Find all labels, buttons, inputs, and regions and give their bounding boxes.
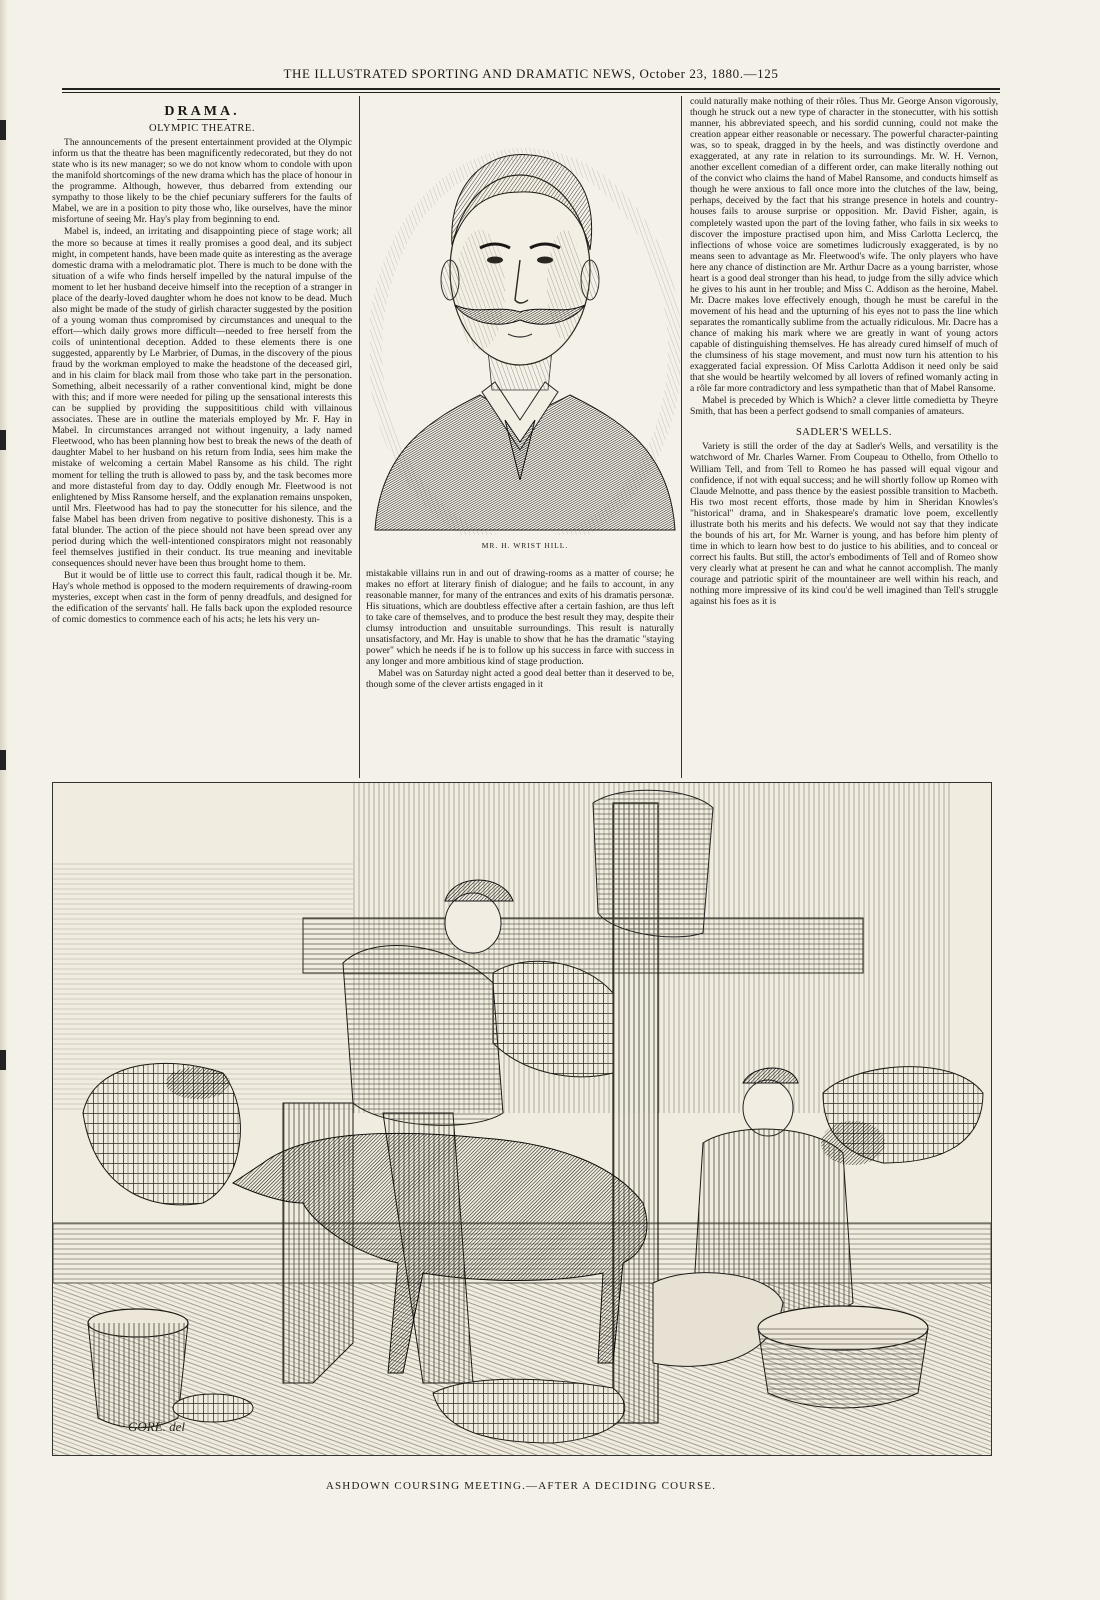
subheading-olympic: OLYMPIC THEATRE. xyxy=(149,123,255,135)
article-paragraph: could naturally make nothing of their rôles. Thus Mr. George Anson vigorously, though he struck out a new type of character in the stonecutter, with his sottish manner, his abbreviated speech, and his sordid cunning, could not make the creation appear either reasonable or necessary. The powerful character-painting was, so to speak, dragged in by the heels, and was distinctly overdone and exaggerated, at any rate in relation to its surroundings. Mr. W. H. Vernon, another excellent comedian of a different order, can make literally nothing out of the convict who claims the hand of Mabel Ransome, and conducts himself as though he were anxious to fall once more into the clutches of the law, being, perhaps, deceived by the fact that his strange presence in hotels and country-houses fails to arouse surprise or opposition. Mr. David Fisher, again, is completely wasted upon the part of the loving father, who fails in six weeks to discover the imposture practised upon him, and Miss Carlotta Leclercq, the inflections of whose voice are sometimes ludicrously exaggerated, is by no means seen to advantage as Mr. Fleetwood's wife. The only players who have here any chance of distinction are Mr. Arthur Dacre as a young barrister, whose heart is a good deal stronger than his head, to judge from the silly advice which he gives to his aunt in her trouble; and Miss C. Addison as the heroine, Mabel. Mr. Dacre makes love effectively enough, though he must be careful in the movement of his head and the upturning of his eyes not to pass the line which separates the romantically sublime from the actually ridiculous. Mr. Dacre has a chance of making his mark where we are greatly in want of young actors capable of distinguishing themselves. He has already cured himself of much of the clumsiness of his stage movement, and must now turn his attention to his exaggerated facial expression. Of Miss Carlotta Addison it need only be said that she would be heartily welcomed by all lovers of refined womanly acting in a rôle far more contradictory and less sympathetic than that of Mabel Ransome. xyxy=(690,96,998,395)
masthead: THE ILLUSTRATED SPORTING AND DRAMATIC NEWS, October 23, 1880.—125 xyxy=(283,66,779,81)
edge-mark xyxy=(0,750,6,770)
middle-column xyxy=(366,568,674,780)
masthead-rule-thin xyxy=(62,92,1000,93)
article-paragraph: Variety is still the order of the day at Sadler's Wells, and versatility is the watchword of Mr. Charles Warner. From Coupeau to Othello, from Othello to William Tell, and from Tell to Romeo he has passed will equal vigour and confidence, if not with equal success; and he will shortly follow up Romeo with Claude Melnotte, and pass thence by the easiest possible transition to Macbeth. His two most recent efforts, those made by him in Sheridan Knowles's "historical" drama, and in Shakespeare's dramatic love poem, excellently illustrate both his merits and his defects. We would not say that they indicate the bounds of his art, for Mr. Warner is young, and has before him plenty of time in which to learn how best to do justice to his abilities, and to conceal or correct his faults. But still, the actor's embodiments of Tell and of Romeo show very clearly what at present he can and what he cannot accomplish. The manly courage and patriotic spirit of the mountaineer are well within his reach, and nothing more impressive of its kind cou'd be well imagined than Tell's struggle against his foes as it is xyxy=(690,441,998,608)
engraver-signature: GORE. del xyxy=(128,1419,186,1434)
engraving-caption: ASHDOWN COURSING MEETING.—AFTER A DECIDING COURSE. xyxy=(325,1480,717,1492)
article-paragraph: The announcements of the present entertainment provided at the Olympic inform us that the theatre has been magnificently redecorated, but they do not state who is its new manager; so we do not know whom to condole with upon the manifold shortcomings of the new drama which has the place of honour in the programme. Although, however, thus debarred from extending our sympathy to those likely to be the chief pecuniary sufferers for the faults of Mabel, we are in a position to pity those who, like ourselves, have the minor misfortune of seeing Mr. Hay's play from beginning to end. xyxy=(52,137,352,226)
engraving-illustration xyxy=(53,783,991,1455)
section-heading: DRAMA. xyxy=(164,104,240,119)
article-paragraph: Mabel was on Saturday night acted a good deal better than it deserved to be, though some of the clever artists engaged in it xyxy=(366,668,674,691)
masthead-rule xyxy=(62,88,1000,90)
right-column xyxy=(690,96,998,780)
edge-mark xyxy=(0,430,6,450)
coursing-engraving xyxy=(52,782,992,1456)
article-paragraph: Mabel is, indeed, an irritating and disappointing piece of stage work; all the more so because at times it really promises a good deal, and its subject might, in competent hands, have been made quite as interesting as the average domestic drama with a melodramatic plot. There is much to be done with the situation of a wife who finds herself impelled by the natural impulse of the moment to let her husband deceive himself into the reception of a stranger in place of the dearly-loved daughter whom he does not know to be dead. Much also might be made of the study of girlish character suggested by the position of a young woman thus compromised by circumstances and unequal to the effort—which daily grows more difficult—needed to free herself from the coils of unintentional deception. Added to these elements there is one suggested, apparently by Le Marbrier, of Dumas, in the discovery of the pious fraud by the workman employed to make the headstone of the deceased girl, and in his claim for black mail from those who take part in the personation. Something, albeit necessarily of a rather conventional kind, might be done with this; and if more were needed for piling up the sensational interests this can be supplied by providing the supposititious child with villainous associates. These are in outline the materials employed by Mr. F. Hay in Mabel. In circumstances arranged not without ingenuity, a lady named Fleetwood, who has been planning how best to break the news of the death of daughter Mabel to her husband on his return from India, sees him make the mistake of welcoming a certain Mabel Ransome as his child. The right moment for telling the truth is allowed to pass by, and the task becomes more and more distasteful from day to day. Oddly enough Mr. Fleetwood is not enlightened by Miss Ransome herself, and the explanation remains unspoken, until Mrs. Fleetwood has had to pay the stonecutter for his silence, and the false Mabel has been driven from negative to positive dishonesty. This is a fatal blunder. The action of the piece should not have been spread over any period during which the well-intentioned conspirators might not reasonably feel themselves justified in their conduct. Its true meaning and inevitable consequences should never have been thus brought home to them. xyxy=(52,226,352,569)
edge-mark xyxy=(0,120,6,140)
left-column xyxy=(52,104,352,780)
column-divider xyxy=(681,96,682,778)
article-paragraph: Mabel is preceded by Which is Which? a clever little comedietta by Theyre Smith, that has been a perfect godsend to small companies of amateurs. xyxy=(690,395,998,418)
subheading-sadlers-wells: SADLER'S WELLS. xyxy=(795,427,893,439)
article-paragraph: But it would be of little use to correct this fault, radical though it be. Mr. Hay's whole method is opposed to the modern requirements of drawing-room mysteries, except when cast in the form of penny dreadfuls, and designed for the edification of the servants' hall. He falls back upon the exploded resource of comic domestics to commence each of his acts; he lets his very un- xyxy=(52,569,352,626)
portrait-caption: MR. H. WRIST HILL. xyxy=(481,541,569,550)
heading-rule xyxy=(177,119,227,120)
page-edge-shadow xyxy=(0,0,8,1600)
edge-mark xyxy=(0,1050,6,1070)
portrait-engraving xyxy=(370,120,680,535)
article-paragraph: mistakable villains run in and out of drawing-rooms as a matter of course; he makes no effort at literary finish of dialogue; and he fails to account, in any reasonable manner, for many of the entrances and exits of his dramatis personæ. His situations, which are doubtless effective after a certain fashion, are thus left to take care of themselves, and to produce the best result they may, despite their clumsy introduction and unsuitable surroundings. This result is naturally unsatisfactory, and Mr. Hay is unable to show that he has the dramatic "staying power" which he needs if he is to follow up his success in farce with success in any longer and more ambitious kind of stage production. xyxy=(366,568,674,668)
column-divider xyxy=(359,96,360,778)
